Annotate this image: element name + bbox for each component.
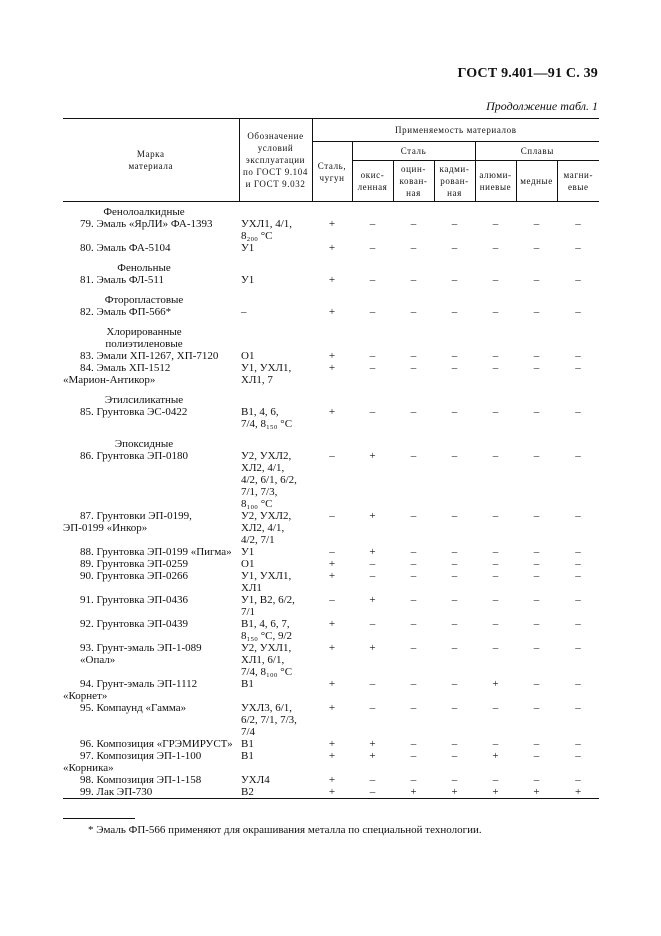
applicability-cell: – xyxy=(575,618,581,630)
applicability-cell: + xyxy=(410,786,417,798)
applicability-cell: + xyxy=(369,510,376,522)
applicability-cell: – xyxy=(410,242,417,254)
applicability-cell: – xyxy=(329,546,335,558)
applicability-cell: + xyxy=(369,642,376,654)
header-copper: медные xyxy=(516,161,557,202)
table-row xyxy=(63,702,599,738)
applicability-cell: – xyxy=(451,510,458,522)
conditions-cell: У2, УХЛ1, ХЛ1, 6/1, 7/4, 8₁₀₀ °С xyxy=(241,642,293,678)
material-name xyxy=(63,750,239,774)
applicability-cell: + xyxy=(328,274,336,286)
applicability-cell: + xyxy=(492,786,499,798)
material-name-line: 91. Грунтовка ЭП-0436 xyxy=(80,594,188,606)
applicability-cell: – xyxy=(451,558,458,570)
material-name-line2: «Корнет» xyxy=(63,690,108,702)
applicability-cell: – xyxy=(410,350,417,362)
applicability-cell: + xyxy=(574,786,582,798)
material-name xyxy=(63,702,239,738)
applicability-cell: + xyxy=(328,218,336,230)
group-row xyxy=(63,286,599,306)
applicability-cell: – xyxy=(575,642,581,654)
applicability-cell: – xyxy=(410,570,417,582)
applicability-cell: – xyxy=(369,786,376,798)
conditions-cell: У2, УХЛ2, ХЛ2, 4/1, 4/2, 7/1 xyxy=(241,510,292,546)
table-row xyxy=(63,558,599,570)
applicability-cell: – xyxy=(533,510,540,522)
applicability-cell: – xyxy=(451,362,458,374)
applicability-cell: + xyxy=(492,750,499,762)
table-row xyxy=(63,350,599,362)
header-conditions: Обозначение условий эксплуатации по ГОСТ 9.104 и ГОСТ 9.032 xyxy=(239,119,312,202)
applicability-cell: + xyxy=(328,750,336,762)
material-name xyxy=(63,406,239,430)
table-row xyxy=(63,546,599,558)
applicability-cell: – xyxy=(492,546,499,558)
applicability-cell: – xyxy=(575,350,581,362)
header-mark: Марка материала xyxy=(63,119,239,202)
applicability-cell: – xyxy=(369,350,376,362)
material-name-line: 88. Грунтовка ЭП-0199 «Пигма» xyxy=(80,546,232,558)
applicability-cell: – xyxy=(492,702,499,714)
header-oxidized: окис- ленная xyxy=(352,161,393,202)
applicability-cell: + xyxy=(328,350,336,362)
material-name-line: 87. Грунтовки ЭП-0199, xyxy=(80,510,192,522)
conditions-cell: В1 xyxy=(241,750,254,762)
applicability-cell: – xyxy=(492,362,499,374)
material-name-line: 86. Грунтовка ЭП-0180 xyxy=(80,450,188,462)
material-name-line: 85. Грунтовка ЭС-0422 xyxy=(80,406,188,418)
applicability-cell: – xyxy=(451,450,458,462)
group-row xyxy=(63,254,599,274)
conditions-cell: У1, УХЛ1, ХЛ1 xyxy=(241,570,292,594)
header-applicability: Применяемость материалов xyxy=(312,119,599,142)
applicability-cell: – xyxy=(575,218,581,230)
applicability-cell: – xyxy=(492,218,499,230)
applicability-cell: – xyxy=(575,774,581,786)
footnote-divider xyxy=(63,818,135,819)
conditions-cell: В1 xyxy=(241,678,254,690)
applicability-cell: – xyxy=(410,678,417,690)
material-name-line: 82. Эмаль ФП-566* xyxy=(80,306,172,318)
applicability-cell: + xyxy=(369,750,376,762)
applicability-cell: – xyxy=(451,618,458,630)
applicability-cell: + xyxy=(328,570,336,582)
material-name xyxy=(63,558,239,570)
applicability-cell: – xyxy=(533,642,540,654)
applicability-cell: + xyxy=(451,786,458,798)
material-name xyxy=(63,786,239,799)
applicability-cell: + xyxy=(369,450,376,462)
table-row xyxy=(63,594,599,618)
applicability-cell: – xyxy=(410,450,417,462)
applicability-cell: – xyxy=(575,306,581,318)
applicability-cell: – xyxy=(451,274,458,286)
applicability-cell: + xyxy=(328,242,336,254)
header-steel-cast-iron: Сталь, чугун xyxy=(312,142,352,202)
material-name xyxy=(63,738,239,750)
group-row xyxy=(63,386,599,406)
material-name xyxy=(63,546,239,558)
conditions-cell: УХЛ1, 4/1, 8₂₀₀ °С xyxy=(241,218,292,242)
applicability-cell: – xyxy=(410,774,417,786)
applicability-cell: + xyxy=(328,406,336,418)
applicability-cell: – xyxy=(410,362,417,374)
applicability-cell: – xyxy=(533,450,540,462)
group-title: Фторопластовые xyxy=(104,294,184,306)
conditions-cell: О1 xyxy=(241,350,255,362)
conditions-cell: УХЛ4 xyxy=(241,774,270,786)
applicability-cell: – xyxy=(533,218,540,230)
applicability-cell: – xyxy=(492,274,499,286)
applicability-cell: – xyxy=(533,558,540,570)
applicability-cell: – xyxy=(410,274,417,286)
header-alloys-group: Сплавы xyxy=(475,142,599,161)
table-row xyxy=(63,362,599,386)
applicability-cell: – xyxy=(492,406,499,418)
applicability-cell: – xyxy=(451,594,458,606)
applicability-cell: – xyxy=(451,642,458,654)
group-title: Фенолоалкидные xyxy=(103,206,185,218)
applicability-cell: – xyxy=(575,750,581,762)
table-row xyxy=(63,274,599,286)
table-row xyxy=(63,406,599,430)
applicability-cell: – xyxy=(492,618,499,630)
applicability-cell: – xyxy=(451,570,458,582)
applicability-cell: – xyxy=(369,306,376,318)
applicability-cell: – xyxy=(492,774,499,786)
applicability-cell: – xyxy=(492,450,499,462)
material-name-line: 80. Эмаль ФА-5104 xyxy=(80,242,171,254)
applicability-cell: – xyxy=(533,362,540,374)
material-name-line: 83. Эмали ХП-1267, ХП-7120 xyxy=(80,350,219,362)
group-row xyxy=(63,202,599,219)
table-row xyxy=(63,678,599,702)
applicability-cell: – xyxy=(575,738,581,750)
material-name xyxy=(63,274,239,286)
applicability-cell: – xyxy=(533,306,540,318)
material-name-line2: ЭП-0199 «Инкор» xyxy=(63,522,148,534)
applicability-cell: + xyxy=(369,738,376,750)
material-name-line: 99. Лак ЭП-730 xyxy=(80,786,153,798)
conditions-cell: У1 xyxy=(241,242,255,254)
applicability-cell: + xyxy=(328,642,336,654)
header-magnesium: магни- евые xyxy=(557,161,599,202)
applicability-cell: – xyxy=(575,678,581,690)
material-name xyxy=(63,242,239,254)
applicability-cell: – xyxy=(369,618,376,630)
conditions-cell: У2, УХЛ2, ХЛ2, 4/1, 4/2, 6/1, 6/2, 7/1, 7/3, 8₁₀₀ °С xyxy=(241,450,297,510)
group-title: Хлорированные полиэтиленовые xyxy=(105,326,183,350)
table-row xyxy=(63,642,599,678)
applicability-cell: – xyxy=(410,750,417,762)
material-name xyxy=(63,594,239,618)
material-name-line: 96. Композиция «ГРЭМИРУСТ» xyxy=(80,738,233,750)
material-name-line: 84. Эмаль ХП-1512 xyxy=(80,362,171,374)
applicability-cell: – xyxy=(410,702,417,714)
materials-table xyxy=(63,118,599,799)
material-name xyxy=(63,618,239,642)
applicability-cell: – xyxy=(369,774,376,786)
applicability-cell: + xyxy=(369,594,376,606)
applicability-cell: + xyxy=(369,546,376,558)
applicability-cell: – xyxy=(451,774,458,786)
applicability-cell: – xyxy=(329,510,335,522)
group-row xyxy=(63,430,599,450)
table-row xyxy=(63,750,599,774)
applicability-cell: – xyxy=(329,594,335,606)
applicability-cell: – xyxy=(410,306,417,318)
material-name-line: 79. Эмаль «ЯрЛИ» ФА-1393 xyxy=(80,218,213,230)
page-header: ГОСТ 9.401—91 С. 39 xyxy=(457,66,598,81)
material-name-line: 81. Эмаль ФЛ-511 xyxy=(80,274,164,286)
table-row xyxy=(63,618,599,642)
applicability-cell: – xyxy=(410,546,417,558)
applicability-cell: – xyxy=(410,594,417,606)
table-row xyxy=(63,242,599,254)
applicability-cell: – xyxy=(575,702,581,714)
applicability-cell: + xyxy=(328,362,336,374)
applicability-cell: – xyxy=(369,570,376,582)
applicability-cell: – xyxy=(575,570,581,582)
applicability-cell: – xyxy=(369,406,376,418)
applicability-cell: – xyxy=(410,558,417,570)
applicability-cell: – xyxy=(533,594,540,606)
table-row xyxy=(63,786,599,799)
material-name xyxy=(63,306,239,318)
applicability-cell: – xyxy=(410,738,417,750)
material-name-line: 90. Грунтовка ЭП-0266 xyxy=(80,570,188,582)
applicability-cell: – xyxy=(492,594,499,606)
applicability-cell: – xyxy=(410,406,417,418)
table-continuation-label: Продолжение табл. 1 xyxy=(486,99,598,113)
applicability-cell: – xyxy=(533,738,540,750)
applicability-cell: – xyxy=(575,510,581,522)
conditions-cell: – xyxy=(241,306,247,318)
applicability-cell: – xyxy=(575,594,581,606)
applicability-cell: – xyxy=(451,306,458,318)
conditions-cell: О1 xyxy=(241,558,255,570)
applicability-cell: + xyxy=(533,786,540,798)
applicability-cell: + xyxy=(328,738,336,750)
applicability-cell: – xyxy=(451,678,458,690)
applicability-cell: – xyxy=(369,218,376,230)
applicability-cell: + xyxy=(328,306,336,318)
material-name xyxy=(63,350,239,362)
applicability-cell: – xyxy=(451,350,458,362)
applicability-cell: – xyxy=(533,274,540,286)
table-row xyxy=(63,570,599,594)
group-title: Этилсиликатные xyxy=(104,394,184,406)
applicability-cell: – xyxy=(492,350,499,362)
material-name-line: 92. Грунтовка ЭП-0439 xyxy=(80,618,188,630)
applicability-cell: – xyxy=(492,558,499,570)
table-row xyxy=(63,738,599,750)
applicability-cell: – xyxy=(533,242,540,254)
table-row xyxy=(63,510,599,546)
applicability-cell: – xyxy=(575,450,581,462)
conditions-cell: В1 xyxy=(241,738,254,750)
applicability-cell: – xyxy=(451,546,458,558)
applicability-cell: – xyxy=(369,558,376,570)
applicability-cell: + xyxy=(328,774,336,786)
material-name xyxy=(63,570,239,594)
material-name-line: 97. Композиция ЭП-1-100 xyxy=(80,750,202,762)
applicability-cell: – xyxy=(533,546,540,558)
table-row xyxy=(63,450,599,510)
material-name xyxy=(63,362,239,386)
conditions-cell: У1, УХЛ1, ХЛ1, 7 xyxy=(241,362,292,386)
applicability-cell: – xyxy=(492,738,499,750)
applicability-cell: + xyxy=(328,678,336,690)
applicability-cell: – xyxy=(492,242,499,254)
applicability-cell: – xyxy=(369,274,376,286)
applicability-cell: + xyxy=(328,618,336,630)
applicability-cell: – xyxy=(533,750,540,762)
applicability-cell: + xyxy=(328,786,336,798)
conditions-cell: УХЛ3, 6/1, 6/2, 7/1, 7/3, 7/4 xyxy=(241,702,297,738)
table-row xyxy=(63,774,599,786)
applicability-cell: – xyxy=(533,350,540,362)
conditions-cell: У1, В2, 6/2, 7/1 xyxy=(241,594,295,618)
table-row xyxy=(63,306,599,318)
applicability-cell: – xyxy=(533,406,540,418)
material-name-line: 93. Грунт-эмаль ЭП-1-089 «Опал» xyxy=(80,642,202,666)
table-row xyxy=(63,218,599,242)
applicability-cell: – xyxy=(369,702,376,714)
group-row xyxy=(63,318,599,350)
applicability-cell: – xyxy=(492,510,499,522)
material-name xyxy=(63,450,239,510)
applicability-cell: – xyxy=(451,242,458,254)
applicability-cell: + xyxy=(328,558,336,570)
applicability-cell: – xyxy=(492,306,499,318)
applicability-cell: – xyxy=(451,738,458,750)
group-title: Эпоксидные xyxy=(114,438,174,450)
applicability-cell: – xyxy=(575,406,581,418)
applicability-cell: + xyxy=(328,702,336,714)
material-name xyxy=(63,218,239,242)
conditions-cell: У1 xyxy=(241,546,255,558)
applicability-cell: – xyxy=(492,570,499,582)
conditions-cell: В1, 4, 6, 7/4, 8₁₅₀ °С xyxy=(241,406,293,430)
table-body xyxy=(63,202,599,799)
applicability-cell: – xyxy=(410,618,417,630)
applicability-cell: – xyxy=(369,242,376,254)
applicability-cell: – xyxy=(410,510,417,522)
applicability-cell: + xyxy=(492,678,499,690)
applicability-cell: – xyxy=(410,218,417,230)
group-title: Фенольные xyxy=(117,262,171,274)
applicability-cell: – xyxy=(492,642,499,654)
applicability-cell: – xyxy=(533,774,540,786)
applicability-cell: – xyxy=(575,546,581,558)
conditions-cell: В1, 4, 6, 7, 8₁₅₀ °С, 9/2 xyxy=(241,618,293,642)
header-galvanized: оцин- кован- ная xyxy=(393,161,434,202)
applicability-cell: – xyxy=(329,450,335,462)
applicability-cell: – xyxy=(451,218,458,230)
material-name-line: 94. Грунт-эмаль ЭП-1112 xyxy=(80,678,198,690)
header-aluminium: алюми- ниевые xyxy=(475,161,516,202)
header-cadmium: кадми- рован- ная xyxy=(434,161,475,202)
applicability-cell: – xyxy=(451,702,458,714)
header-steel-group: Сталь xyxy=(352,142,475,161)
material-name-line: 98. Композиция ЭП-1-158 xyxy=(80,774,202,786)
footnote: * Эмаль ФП-566 применяют для окрашивания металла по специальной технологии. xyxy=(88,824,482,836)
applicability-cell: – xyxy=(533,570,540,582)
conditions-cell: В2 xyxy=(241,786,254,798)
material-name xyxy=(63,510,239,546)
conditions-cell: У1 xyxy=(241,274,255,286)
material-name-line2: «Марион-Антикор» xyxy=(63,374,156,386)
applicability-cell: – xyxy=(575,558,581,570)
applicability-cell: – xyxy=(369,678,376,690)
applicability-cell: – xyxy=(575,242,581,254)
material-name xyxy=(63,678,239,702)
material-name xyxy=(63,774,239,786)
material-name-line: 95. Компаунд «Гамма» xyxy=(80,702,187,714)
material-name-line: 89. Грунтовка ЭП-0259 xyxy=(80,558,188,570)
material-name xyxy=(63,642,239,678)
applicability-cell: – xyxy=(369,362,376,374)
material-name-line2: «Корника» xyxy=(63,762,114,774)
applicability-cell: – xyxy=(533,678,540,690)
applicability-cell: – xyxy=(451,750,458,762)
applicability-cell: – xyxy=(533,702,540,714)
applicability-cell: – xyxy=(533,618,540,630)
applicability-cell: – xyxy=(451,406,458,418)
applicability-cell: – xyxy=(410,642,417,654)
applicability-cell: – xyxy=(575,362,581,374)
applicability-cell: – xyxy=(575,274,581,286)
